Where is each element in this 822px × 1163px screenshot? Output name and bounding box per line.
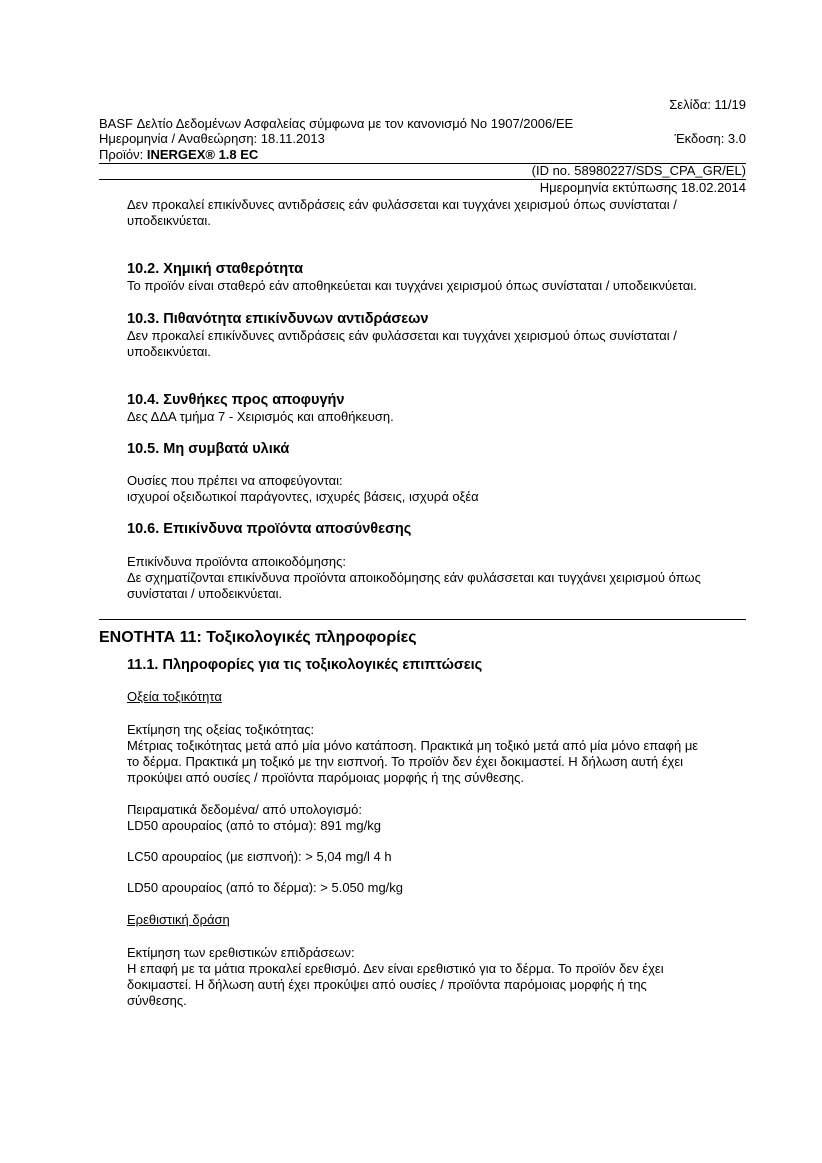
page-number: Σελίδα: 11/19 [669, 97, 746, 112]
experimental-label: Πειραματικά δεδομένα/ από υπολογισμό: [127, 802, 362, 817]
irritation-line-2: δοκιμαστεί. Η δήλωση αυτή έχει προκύψει από ουσίες / προϊόντα παρόμοιας μορφής ή της [127, 977, 647, 992]
intro-text-2: υποδεικνύεται. [127, 213, 211, 228]
section-11-title: ΕΝΟΤΗΤΑ 11: Τοξικολογικές πληροφορίες [99, 629, 417, 646]
revision-date: Ημερομηνία / Αναθεώρηση: 18.11.2013 [99, 131, 325, 146]
header-title: BASF Δελτίο Δεδομένων Ασφαλείας σύμφωνα με τον κανονισμό Νο 1907/2006/ΕΕ [99, 116, 574, 131]
irritation-line-3: σύνθεσης. [127, 993, 187, 1008]
id-number: (ID no. 58980227/SDS_CPA_GR/EL) [531, 163, 746, 178]
acute-assess-line-3: προκύψει από ουσίες / προϊόντα παρόμοιας μορφής ή της σύνθεσης. [127, 770, 524, 785]
text-10-6-c: συνίσταται / υποδεικνύεται. [127, 586, 283, 601]
version-label: Έκδοση: 3.0 [674, 131, 746, 146]
acute-toxicity-heading: Οξεία τοξικότητα [127, 689, 222, 704]
heading-10-5: 10.5. Μη συμβατά υλικά [127, 441, 290, 457]
product-prefix: Προϊόν: [99, 147, 147, 162]
acute-assess-label: Εκτίμηση της οξείας τοξικότητας: [127, 722, 315, 737]
text-10-2: Το προϊόν είναι σταθερό εάν αποθηκεύεται και τυγχάνει χειρισμού όπως συνίσταται / υποδεικνύεται. [127, 278, 697, 293]
section-rule [99, 619, 746, 620]
ld50-oral: LD50 αρουραίος (από το στόμα): 891 mg/kg [127, 818, 381, 833]
acute-assess-line-1: Μέτριας τοξικότητας μετά από μία μόνο κατάποση. Πρακτικά μη τοξικό μετά από μία μόνο επαφή με [127, 738, 699, 753]
intro-text-1: Δεν προκαλεί επικίνδυνες αντιδράσεις εάν φυλάσσεται και τυγχάνει χειρισμού όπως συνίσταται / [127, 197, 677, 212]
heading-10-3: 10.3. Πιθανότητα επικίνδυνων αντιδράσεων [127, 311, 429, 327]
text-10-6-a: Επικίνδυνα προϊόντα αποικοδόμησης: [127, 554, 346, 569]
product-line [99, 147, 258, 163]
ld50-dermal: LD50 αρουραίος (από το δέρμα): > 5.050 mg/kg [127, 880, 404, 895]
heading-11-1: 11.1. Πληροφορίες για τις τοξικολογικές επιπτώσεις [127, 657, 483, 673]
irritation-heading: Ερεθιστική δράση [127, 912, 230, 927]
print-date: Ημερομηνία εκτύπωσης 18.02.2014 [539, 180, 746, 195]
text-10-6-b: Δε σχηματίζονται επικίνδυνα προϊόντα αποικοδόμησης εάν φυλάσσεται και τυγχάνει χειρισμού όπως [127, 570, 701, 585]
product-name: INERGEX® 1.8 EC [146, 147, 259, 162]
text-10-4: Δες ΔΔΑ τμήμα 7 - Χειρισμός και αποθήκευση. [127, 409, 394, 424]
text-10-3-a: Δεν προκαλεί επικίνδυνες αντιδράσεις εάν φυλάσσεται και τυγχάνει χειρισμού όπως συνίσταται / [127, 328, 677, 343]
text-10-5-b: ισχυροί οξειδωτικοί παράγοντες, ισχυρές βάσεις, ισχυρά οξέα [127, 489, 479, 504]
irritation-label: Εκτίμηση των ερεθιστικών επιδράσεων: [127, 945, 355, 960]
text-10-3-b: υποδεικνύεται. [127, 344, 211, 359]
lc50-inhalation: LC50 αρουραίος (με εισπνοή): > 5,04 mg/l 4 h [127, 849, 392, 864]
heading-10-4: 10.4. Συνθήκες προς αποφυγήν [127, 392, 345, 408]
text-10-5-a: Ουσίες που πρέπει να αποφεύγονται: [127, 473, 343, 488]
acute-assess-line-2: το δέρμα. Πρακτικά μη τοξικό με την εισπνοή. Το προϊόν δεν έχει δοκιμαστεί. Η δήλωση αυτή έχει [127, 754, 683, 769]
heading-10-6: 10.6. Επικίνδυνα προϊόντα αποσύνθεσης [127, 521, 412, 537]
irritation-line-1: Η επαφή με τα μάτια προκαλεί ερεθισμό. Δεν είναι ερεθιστικό για το δέρμα. Το προϊόν δεν έχει [127, 961, 664, 976]
heading-10-2: 10.2. Χημική σταθερότητα [127, 261, 304, 277]
